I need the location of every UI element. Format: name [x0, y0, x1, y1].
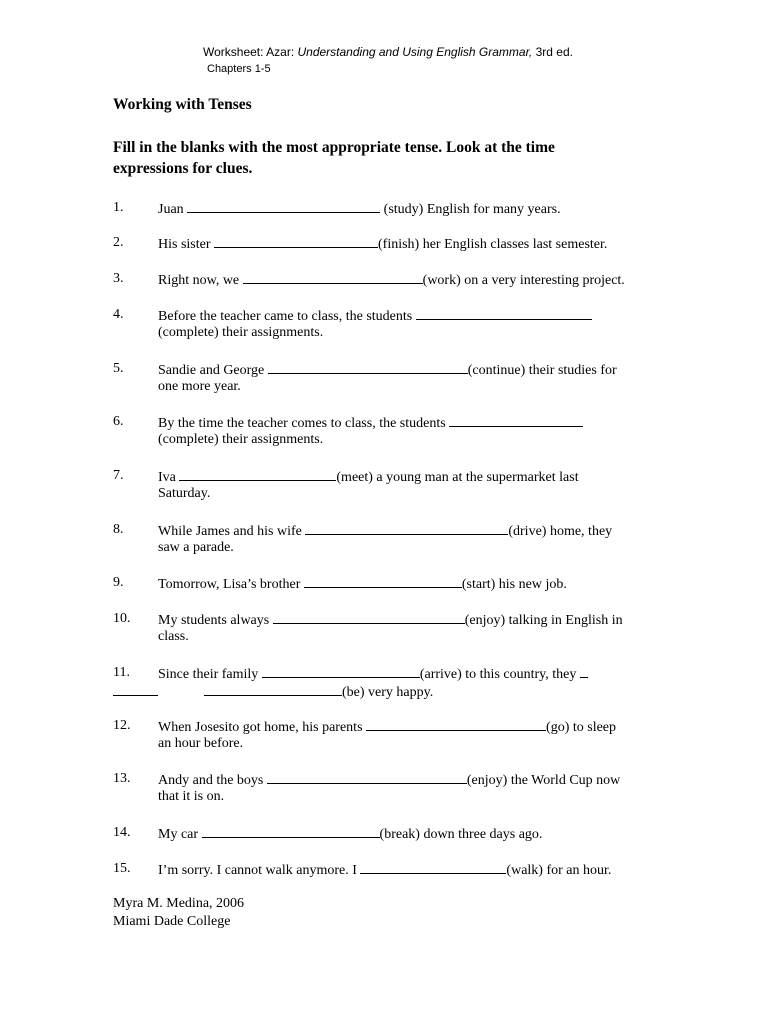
answer-blank[interactable] — [202, 824, 380, 838]
item-number: 13. — [113, 771, 131, 786]
item-text: Juan — [158, 202, 188, 217]
item-text: His sister — [158, 237, 214, 252]
author-credit: Myra M. Medina, 2006 — [113, 896, 245, 911]
page-title: Working with Tenses — [113, 96, 252, 113]
item-text: While James and his wife — [158, 524, 306, 539]
item-text: My students always — [158, 613, 273, 628]
footer — [113, 895, 244, 931]
item-text: (complete) their assignments. — [158, 325, 324, 340]
item-text: (drive) home, they — [508, 524, 613, 539]
item-number: 6. — [113, 414, 124, 429]
item-number: 4. — [113, 307, 124, 322]
item-number: 8. — [113, 522, 124, 537]
item-text: (break) down three days ago. — [379, 827, 543, 842]
answer-blank[interactable] — [305, 521, 508, 535]
answer-blank[interactable] — [187, 199, 380, 213]
item-number: 5. — [113, 361, 124, 376]
item-text: Before the teacher came to class, the students — [158, 309, 416, 324]
answer-blank[interactable] — [273, 610, 465, 624]
item-text: (work) on a very interesting project. — [422, 273, 625, 288]
item-number: 11. — [113, 665, 130, 680]
item-text: (finish) her English classes last semester. — [378, 237, 608, 252]
item-text: one more year. — [158, 379, 241, 394]
item-number: 14. — [113, 825, 131, 840]
item-number: 15. — [113, 861, 131, 876]
institution-credit: Miami Dade College — [113, 914, 231, 929]
item-text: (enjoy) the World Cup now — [466, 773, 621, 788]
item-number: 1. — [113, 200, 124, 215]
item-text: Since their family — [158, 667, 262, 682]
item-number: 2. — [113, 235, 124, 250]
item-text: Andy and the boys — [158, 773, 267, 788]
item-text: I’m sorry. I cannot walk anymore. I — [158, 863, 361, 878]
item-text: (start) his new job. — [461, 577, 567, 592]
header-prefix: Worksheet: Azar: — [203, 45, 298, 59]
item-text: (continue) their studies for — [467, 363, 617, 378]
item-text: Right now, we — [158, 273, 243, 288]
answer-blank[interactable] — [268, 360, 468, 374]
item-number: 9. — [113, 575, 124, 590]
answer-blank[interactable] — [179, 467, 336, 481]
edition: 3rd ed. — [532, 45, 573, 59]
item-text: (go) to sleep — [546, 720, 617, 735]
answer-blank[interactable] — [304, 574, 462, 588]
item-text: Iva — [158, 470, 180, 485]
item-text: saw a parade. — [158, 540, 234, 555]
answer-blank[interactable] — [204, 682, 342, 696]
item-number: 7. — [113, 468, 124, 483]
item-text: Saturday. — [158, 486, 211, 501]
answer-blank[interactable] — [360, 860, 506, 874]
item-text: My car — [158, 827, 202, 842]
item-text: that it is on. — [158, 789, 225, 804]
answer-blank[interactable] — [416, 306, 592, 320]
item-text: an hour before. — [158, 736, 244, 751]
item-text: (study) English for many years. — [380, 202, 561, 217]
item-text: (complete) their assignments. — [158, 432, 324, 447]
answer-blank[interactable] — [580, 664, 588, 678]
answer-blank[interactable] — [113, 682, 158, 696]
item-text: class. — [158, 629, 189, 644]
answer-blank[interactable] — [366, 717, 546, 731]
item-number: 12. — [113, 718, 131, 733]
item-text: (meet) a young man at the supermarket last — [336, 470, 579, 485]
item-text: When Josesito got home, his parents — [158, 720, 367, 735]
item-text: (be) very happy. — [342, 685, 434, 700]
answer-blank[interactable] — [262, 664, 420, 678]
item-text: (walk) for an hour. — [506, 863, 612, 878]
item-text: Sandie and George — [158, 363, 268, 378]
item-text: (arrive) to this country, they — [419, 667, 580, 682]
item-text: Tomorrow, Lisa’s brother — [158, 577, 304, 592]
item-number: 3. — [113, 271, 124, 286]
answer-blank[interactable] — [243, 270, 423, 284]
item-text: (enjoy) talking in English in — [464, 613, 623, 628]
worksheet-header — [203, 45, 573, 59]
answer-blank[interactable] — [214, 234, 378, 248]
book-title: Understanding and Using English Grammar, — [297, 45, 533, 59]
answer-blank[interactable] — [449, 413, 583, 427]
item-text: By the time the teacher comes to class, the students — [158, 416, 450, 431]
item-number: 10. — [113, 611, 131, 626]
chapters-label: Chapters 1-5 — [207, 63, 271, 75]
answer-blank[interactable] — [267, 770, 467, 784]
instructions: Fill in the blanks with the most appropriate tense. Look at the time expressions for clues. — [113, 139, 555, 177]
